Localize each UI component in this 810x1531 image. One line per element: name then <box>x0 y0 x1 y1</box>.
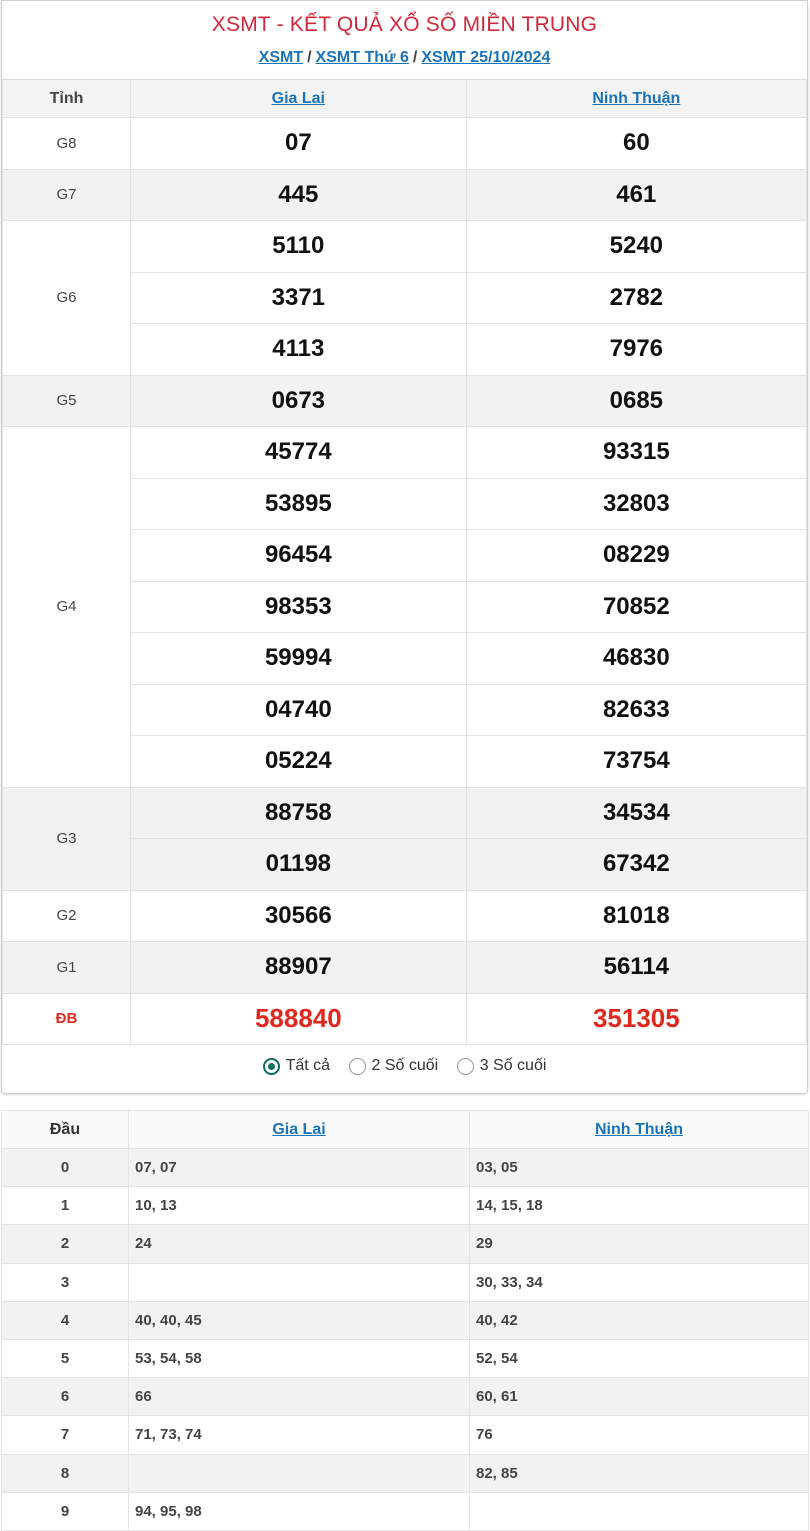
prize-row <box>3 993 807 1045</box>
prize-label: G2 <box>3 890 131 942</box>
prize-row <box>3 787 807 839</box>
number-gia-lai: 5110 <box>131 221 467 273</box>
results-body <box>3 118 807 1045</box>
breadcrumb-xsmt-friday[interactable]: XSMT Thứ 6 <box>315 49 409 66</box>
prize-row <box>3 169 807 221</box>
number-ninh-thuan: 5240 <box>466 221 806 273</box>
filter-option-last-2[interactable] <box>349 1057 439 1075</box>
loto-gia-lai: 40, 40, 45 <box>129 1301 470 1339</box>
loto-gia-lai: 94, 95, 98 <box>129 1492 470 1530</box>
head-digit: 9 <box>2 1492 129 1530</box>
loto-ninh-thuan: 30, 33, 34 <box>470 1263 809 1301</box>
number-ninh-thuan: 0685 <box>466 375 806 427</box>
number-ninh-thuan: 82633 <box>466 684 806 736</box>
page-title: XSMT - KẾT QUẢ XỔ SỐ MIỀN TRUNG <box>211 13 598 36</box>
head-digit: 2 <box>2 1225 129 1263</box>
loto-ninh-thuan <box>470 1492 809 1530</box>
loto-row <box>2 1378 809 1416</box>
number-gia-lai: 53895 <box>131 478 467 530</box>
number-gia-lai: 588840 <box>131 993 467 1045</box>
loto-row <box>2 1339 809 1377</box>
number-gia-lai: 88907 <box>131 942 467 994</box>
column-header-province: Tỉnh <box>3 80 131 118</box>
head-digit: 3 <box>2 1263 129 1301</box>
digit-filter <box>2 1057 807 1080</box>
loto-row <box>2 1301 809 1339</box>
loto-ninh-thuan: 29 <box>470 1225 809 1263</box>
number-ninh-thuan: 461 <box>466 169 806 221</box>
loto-gia-lai: 10, 13 <box>129 1187 470 1225</box>
column-header-gia-lai <box>131 80 467 118</box>
number-gia-lai: 07 <box>131 118 467 170</box>
number-gia-lai: 45774 <box>131 427 467 479</box>
number-gia-lai: 4113 <box>131 324 467 376</box>
results-table <box>2 79 807 1045</box>
column-header-gia-lai <box>129 1111 470 1149</box>
number-gia-lai: 0673 <box>131 375 467 427</box>
province-link-ninh-thuan[interactable]: Ninh Thuận <box>595 1120 683 1138</box>
loto-gia-lai: 24 <box>129 1225 470 1263</box>
head-digit: 8 <box>2 1454 129 1492</box>
loto-ninh-thuan: 82, 85 <box>470 1454 809 1492</box>
loto-gia-lai <box>129 1454 470 1492</box>
number-gia-lai: 98353 <box>131 581 467 633</box>
filter-option-label: 2 Số cuối <box>371 1057 439 1074</box>
head-digit: 1 <box>2 1187 129 1225</box>
loto-row <box>2 1492 809 1530</box>
number-ninh-thuan: 73754 <box>466 736 806 788</box>
prize-row <box>3 890 807 942</box>
number-gia-lai: 96454 <box>131 530 467 582</box>
number-ninh-thuan: 46830 <box>466 633 806 685</box>
number-ninh-thuan: 34534 <box>466 787 806 839</box>
number-gia-lai: 59994 <box>131 633 467 685</box>
radio-selected-icon <box>263 1058 280 1075</box>
prize-label: G6 <box>3 221 131 376</box>
results-header-row <box>3 80 807 118</box>
loto-ninh-thuan: 60, 61 <box>470 1378 809 1416</box>
province-link-gia-lai[interactable]: Gia Lai <box>272 1120 326 1138</box>
loto-table <box>1 1110 809 1531</box>
loto-row <box>2 1263 809 1301</box>
number-ninh-thuan: 08229 <box>466 530 806 582</box>
prize-label: ĐB <box>3 993 131 1045</box>
number-ninh-thuan: 93315 <box>466 427 806 479</box>
loto-row <box>2 1225 809 1263</box>
filter-option-all[interactable] <box>263 1057 330 1075</box>
loto-row <box>2 1416 809 1454</box>
prize-label: G4 <box>3 427 131 788</box>
breadcrumb-date[interactable]: XSMT 25/10/2024 <box>421 49 551 66</box>
prize-row <box>3 942 807 994</box>
head-digit: 5 <box>2 1339 129 1377</box>
breadcrumb-separator: / <box>307 49 312 66</box>
number-ninh-thuan: 32803 <box>466 478 806 530</box>
filter-option-label: Tất cả <box>285 1057 331 1074</box>
prize-row <box>3 427 807 479</box>
loto-gia-lai: 53, 54, 58 <box>129 1339 470 1377</box>
head-digit: 0 <box>2 1149 129 1187</box>
results-card <box>1 0 808 1094</box>
loto-body <box>2 1149 809 1531</box>
number-ninh-thuan: 60 <box>466 118 806 170</box>
loto-row <box>2 1187 809 1225</box>
province-link-ninh-thuan[interactable]: Ninh Thuận <box>592 89 681 107</box>
prize-label: G5 <box>3 375 131 427</box>
number-ninh-thuan: 351305 <box>466 993 806 1045</box>
head-digit: 4 <box>2 1301 129 1339</box>
number-ninh-thuan: 56114 <box>466 942 806 994</box>
loto-header-row <box>2 1111 809 1149</box>
column-header-ninh-thuan <box>466 80 806 118</box>
prize-label: G8 <box>3 118 131 170</box>
column-header-head-digit: Đầu <box>2 1111 129 1149</box>
head-digit: 6 <box>2 1378 129 1416</box>
number-gia-lai: 445 <box>131 169 467 221</box>
number-gia-lai: 88758 <box>131 787 467 839</box>
prize-row <box>3 118 807 170</box>
loto-ninh-thuan: 52, 54 <box>470 1339 809 1377</box>
loto-gia-lai: 66 <box>129 1378 470 1416</box>
number-ninh-thuan: 67342 <box>466 839 806 891</box>
head-digit: 7 <box>2 1416 129 1454</box>
prize-label: G1 <box>3 942 131 994</box>
loto-gia-lai: 07, 07 <box>129 1149 470 1187</box>
prize-row <box>3 221 807 273</box>
breadcrumb-xsmt[interactable]: XSMT <box>258 49 304 66</box>
loto-gia-lai: 71, 73, 74 <box>129 1416 470 1454</box>
number-gia-lai: 01198 <box>131 839 467 891</box>
loto-ninh-thuan: 03, 05 <box>470 1149 809 1187</box>
loto-ninh-thuan: 76 <box>470 1416 809 1454</box>
filter-option-label: 3 Số cuối <box>479 1057 547 1074</box>
number-gia-lai: 05224 <box>131 736 467 788</box>
number-gia-lai: 30566 <box>131 890 467 942</box>
number-ninh-thuan: 70852 <box>466 581 806 633</box>
loto-row <box>2 1454 809 1492</box>
prize-label: G3 <box>3 787 131 890</box>
breadcrumb <box>2 49 807 67</box>
loto-gia-lai <box>129 1263 470 1301</box>
loto-ninh-thuan: 40, 42 <box>470 1301 809 1339</box>
number-ninh-thuan: 2782 <box>466 272 806 324</box>
filter-option-last-3[interactable] <box>457 1057 547 1075</box>
number-ninh-thuan: 81018 <box>466 890 806 942</box>
column-header-ninh-thuan <box>470 1111 809 1149</box>
number-ninh-thuan: 7976 <box>466 324 806 376</box>
prize-row <box>3 375 807 427</box>
number-gia-lai: 04740 <box>131 684 467 736</box>
prize-label: G7 <box>3 169 131 221</box>
province-link-gia-lai[interactable]: Gia Lai <box>271 89 325 107</box>
breadcrumb-separator: / <box>412 49 418 66</box>
radio-unselected-icon <box>457 1058 474 1075</box>
loto-row <box>2 1149 809 1187</box>
loto-ninh-thuan: 14, 15, 18 <box>470 1187 809 1225</box>
radio-unselected-icon <box>349 1058 366 1075</box>
number-gia-lai: 3371 <box>131 272 467 324</box>
